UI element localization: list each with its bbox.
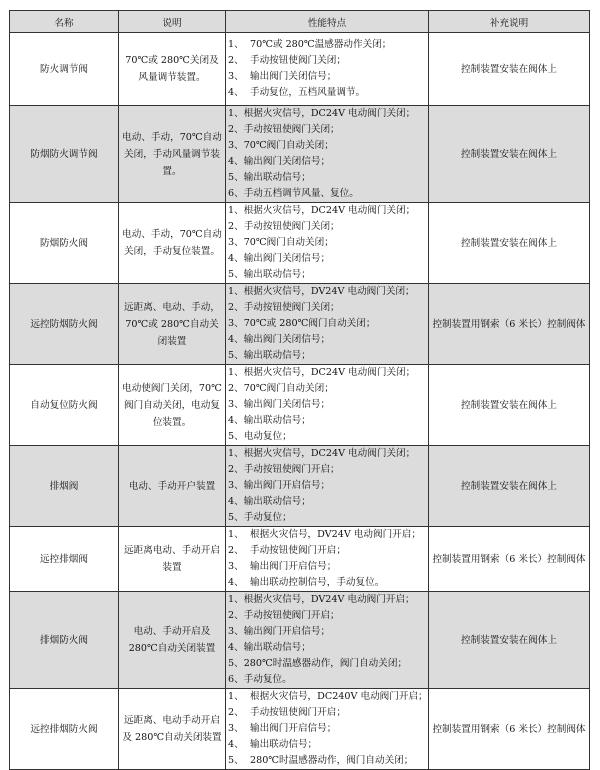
feature-item <box>228 721 426 737</box>
feature-item <box>228 53 426 69</box>
feature-item <box>228 656 426 672</box>
feature-number: 6、 <box>228 188 244 199</box>
table-row <box>10 365 590 446</box>
feature-number: 5、 <box>228 269 244 280</box>
feature-item <box>228 170 426 186</box>
valve-description: 电动、手动，70℃自动关闭，手动复位装置。 <box>119 203 226 284</box>
feature-text: 输出阀门关闭信号； <box>243 156 331 167</box>
feature-text: 输出阀门开启信号； <box>243 480 331 491</box>
table-row <box>10 203 590 284</box>
table-row <box>10 33 590 106</box>
feature-text: 手动按钮使阀门关闭； <box>243 221 340 232</box>
feature-number: 3、 <box>228 318 244 329</box>
feature-text: 手动按钮使阀门开启； <box>243 464 340 475</box>
feature-number: 4、 <box>228 642 244 653</box>
valve-note: 控制装置安装在阀体上 <box>429 446 590 527</box>
feature-item <box>228 300 426 316</box>
feature-text: 手动复位； <box>243 512 292 523</box>
feature-item <box>228 284 426 300</box>
feature-item <box>228 527 426 543</box>
valve-features <box>226 446 429 527</box>
valve-note: 控制装置安装在阀体上 <box>429 365 590 446</box>
feature-number: 4、 <box>228 334 244 345</box>
feature-number: 5、 <box>228 350 244 361</box>
valve-features <box>226 33 429 106</box>
valve-note: 控制装置安装在阀体上 <box>429 106 590 203</box>
feature-text: 输出联动信号； <box>243 496 311 507</box>
feature-text: 输出阀门关闭信号； <box>243 399 331 410</box>
feature-item <box>228 69 426 85</box>
feature-item <box>228 251 426 267</box>
header-name: 名称 <box>10 11 119 33</box>
feature-item <box>228 138 426 154</box>
feature-item <box>228 510 426 526</box>
feature-item <box>228 429 426 445</box>
feature-text: 手动复位。 <box>243 674 292 685</box>
feature-text: 根据火灾信号，DC240V 电动阀门开启； <box>250 691 428 702</box>
feature-number: 1、 <box>228 448 244 459</box>
feature-number: 4、 <box>228 156 244 167</box>
feature-item <box>228 559 426 575</box>
feature-item <box>228 219 426 235</box>
valve-note: 控制装置安装在阀体上 <box>429 33 590 106</box>
feature-item <box>228 186 426 202</box>
valve-description: 远距离、电动手动开启及 280℃自动关闭装置 <box>119 689 226 770</box>
feature-item <box>228 624 426 640</box>
feature-number: 2、 <box>228 302 244 313</box>
feature-item <box>228 365 426 381</box>
valve-description: 70℃或 280℃关闭及风量调节装置。 <box>119 33 226 106</box>
feature-text: 手动按钮使阀门关闭； <box>243 302 340 313</box>
feature-text: 输出阀门开启信号； <box>243 626 331 637</box>
feature-number: 5、 <box>228 172 244 183</box>
valve-name: 自动复位防火阀 <box>10 365 119 446</box>
feature-number: 1、 <box>228 286 244 297</box>
feature-item <box>228 37 426 53</box>
feature-text: 70℃阀门自动关闭； <box>243 383 334 394</box>
feature-number: 4、 <box>228 87 244 98</box>
feature-number: 2、 <box>228 383 244 394</box>
feature-text: 输出联动信号； <box>243 269 311 280</box>
feature-number: 4、 <box>228 577 244 588</box>
valve-name: 排烟阀 <box>10 446 119 527</box>
valve-features <box>226 365 429 446</box>
feature-number: 1、 <box>228 594 244 605</box>
feature-item <box>228 608 426 624</box>
feature-number: 1、 <box>228 39 244 50</box>
feature-item <box>228 106 426 122</box>
feature-item <box>228 494 426 510</box>
feature-text: 手动按钮使阀门开启； <box>250 707 346 718</box>
feature-number: 3、 <box>228 626 244 637</box>
feature-item <box>228 397 426 413</box>
feature-text: 输出阀门开启信号； <box>250 723 337 734</box>
feature-text: 输出联动信号； <box>243 415 311 426</box>
feature-text: 输出阀门关闭信号； <box>243 334 331 345</box>
feature-item <box>228 235 426 251</box>
feature-number: 3、 <box>228 399 244 410</box>
valve-note: 控制装置用钢索（6 米长）控制阀体 <box>429 527 590 592</box>
feature-text: 手动五档调节风量、复位。 <box>243 188 359 199</box>
valve-name: 远控排烟防火阀 <box>10 689 119 770</box>
feature-number: 4、 <box>228 739 244 750</box>
feature-item <box>228 705 426 721</box>
valve-description: 远距离、电动、手动，70℃或 280℃自动关闭装置 <box>119 284 226 365</box>
feature-number: 4、 <box>228 253 244 264</box>
valve-features <box>226 284 429 365</box>
header-notes: 补充说明 <box>429 11 590 33</box>
feature-number: 1、 <box>228 529 244 540</box>
table-row <box>10 592 590 689</box>
feature-text: 根据火灾信号，DV24V 电动阀门开启； <box>250 529 421 540</box>
feature-number: 2、 <box>228 545 244 556</box>
valve-name: 防烟防火调节阀 <box>10 106 119 203</box>
feature-number: 2、 <box>228 707 244 718</box>
feature-text: 手动按钮使阀门关闭； <box>250 55 346 66</box>
feature-text: 根据火灾信号，DV24V 电动阀门关闭； <box>243 286 415 297</box>
valve-description: 电动、手动开启及 280℃自动关闭装置 <box>119 592 226 689</box>
feature-text: 输出阀门关闭信号； <box>250 71 337 82</box>
valve-description: 电动、手动，70℃自动关闭，手动风量调节装置。 <box>119 106 226 203</box>
feature-item <box>228 753 426 769</box>
feature-text: 手动复位，五档风量调节。 <box>250 87 366 98</box>
feature-text: 70℃阀门自动关闭； <box>243 237 334 248</box>
feature-text: 280℃时温感器动作，阀门自动关闭； <box>250 755 414 766</box>
valve-name: 远控排烟阀 <box>10 527 119 592</box>
feature-text: 根据火灾信号，DC24V 电动阀门关闭； <box>243 205 416 216</box>
feature-text: 根据火灾信号，DC24V 电动阀门关闭； <box>243 448 416 459</box>
valve-features <box>226 203 429 284</box>
feature-item <box>228 575 426 591</box>
table-row <box>10 446 590 527</box>
feature-item <box>228 316 426 332</box>
feature-number: 5、 <box>228 431 244 442</box>
feature-number: 2、 <box>228 124 244 135</box>
feature-number: 1、 <box>228 205 244 216</box>
feature-text: 70℃阀门自动关闭； <box>243 140 334 151</box>
header-features: 性能特点 <box>226 11 429 33</box>
feature-number: 2、 <box>228 55 244 66</box>
feature-item <box>228 592 426 608</box>
feature-item <box>228 154 426 170</box>
feature-number: 3、 <box>228 723 244 734</box>
feature-item <box>228 689 426 705</box>
feature-item <box>228 543 426 559</box>
feature-item <box>228 640 426 656</box>
valve-name: 排烟防火阀 <box>10 592 119 689</box>
feature-text: 手动按钮使阀门开启； <box>250 545 346 556</box>
feature-number: 3、 <box>228 480 244 491</box>
feature-item <box>228 446 426 462</box>
feature-number: 3、 <box>228 237 244 248</box>
feature-text: 手动按钮使阀门开启； <box>243 610 340 621</box>
feature-text: 输出联动信号； <box>243 642 311 653</box>
feature-text: 输出联动信号； <box>243 172 311 183</box>
valve-features <box>226 527 429 592</box>
feature-number: 2、 <box>228 610 244 621</box>
feature-item <box>228 413 426 429</box>
feature-item <box>228 462 426 478</box>
feature-number: 3、 <box>228 140 244 151</box>
table-row <box>10 689 590 770</box>
feature-number: 4、 <box>228 415 244 426</box>
fire-valve-table <box>9 10 590 770</box>
feature-text: 输出联动控制信号，手动复位。 <box>250 577 385 588</box>
feature-text: 输出联动信号； <box>243 350 311 361</box>
feature-number: 1、 <box>228 108 244 119</box>
feature-text: 输出阀门关闭信号； <box>243 253 331 264</box>
feature-item <box>228 332 426 348</box>
valve-note: 控制装置安装在阀体上 <box>429 203 590 284</box>
feature-item <box>228 348 426 364</box>
feature-number: 3、 <box>228 561 244 572</box>
valve-note: 控制装置用钢索（6 米长）控制阀体 <box>429 284 590 365</box>
feature-number: 4、 <box>228 496 244 507</box>
feature-text: 电动复位； <box>243 431 292 442</box>
feature-item <box>228 267 426 283</box>
feature-text: 根据火灾信号，DV24V 电动阀门开启； <box>243 594 415 605</box>
valve-note: 控制装置用钢索（6 米长）控制阀体 <box>429 689 590 770</box>
feature-text: 70℃或 280℃阀门自动关闭； <box>243 318 376 329</box>
feature-item <box>228 85 426 101</box>
feature-number: 1、 <box>228 691 244 702</box>
feature-text: 根据火灾信号，DC24V 电动阀门关闭； <box>243 367 416 378</box>
table-body <box>10 33 590 770</box>
feature-number: 5、 <box>228 658 244 669</box>
valve-features <box>226 106 429 203</box>
feature-number: 6、 <box>228 674 244 685</box>
valve-name: 防烟防火阀 <box>10 203 119 284</box>
feature-number: 2、 <box>228 464 244 475</box>
feature-text: 根据火灾信号，DC24V 电动阀门关闭； <box>243 108 416 119</box>
feature-item <box>228 122 426 138</box>
feature-number: 2、 <box>228 221 244 232</box>
table-row <box>10 527 590 592</box>
feature-item <box>228 737 426 753</box>
feature-number: 3、 <box>228 71 244 82</box>
valve-features <box>226 592 429 689</box>
valve-description: 远距离电动、手动开启装置 <box>119 527 226 592</box>
header-row <box>10 11 590 33</box>
header-description: 说明 <box>119 11 226 33</box>
feature-text: 280℃时温感器动作，阀门自动关闭； <box>243 658 408 669</box>
valve-features <box>226 689 429 770</box>
table-row <box>10 284 590 365</box>
feature-text: 70℃或 280℃温感器动作关闭； <box>250 39 392 50</box>
feature-item <box>228 478 426 494</box>
feature-text: 手动按钮使阀门关闭； <box>243 124 340 135</box>
valve-name: 远控防烟防火阀 <box>10 284 119 365</box>
feature-item <box>228 381 426 397</box>
valve-description: 电动使阀门关闭，70℃阀门自动关闭，电动复位装置。 <box>119 365 226 446</box>
feature-item <box>228 672 426 688</box>
feature-item <box>228 203 426 219</box>
valve-name: 防火调节阀 <box>10 33 119 106</box>
feature-number: 5、 <box>228 512 244 523</box>
feature-text: 输出联动信号； <box>250 739 318 750</box>
table-row <box>10 106 590 203</box>
feature-number: 1、 <box>228 367 244 378</box>
feature-text: 输出阀门开启信号； <box>250 561 337 572</box>
valve-note: 控制装置安装在阀体上 <box>429 592 590 689</box>
valve-description: 电动、手动开户装置 <box>119 446 226 527</box>
feature-number: 5、 <box>228 755 244 766</box>
